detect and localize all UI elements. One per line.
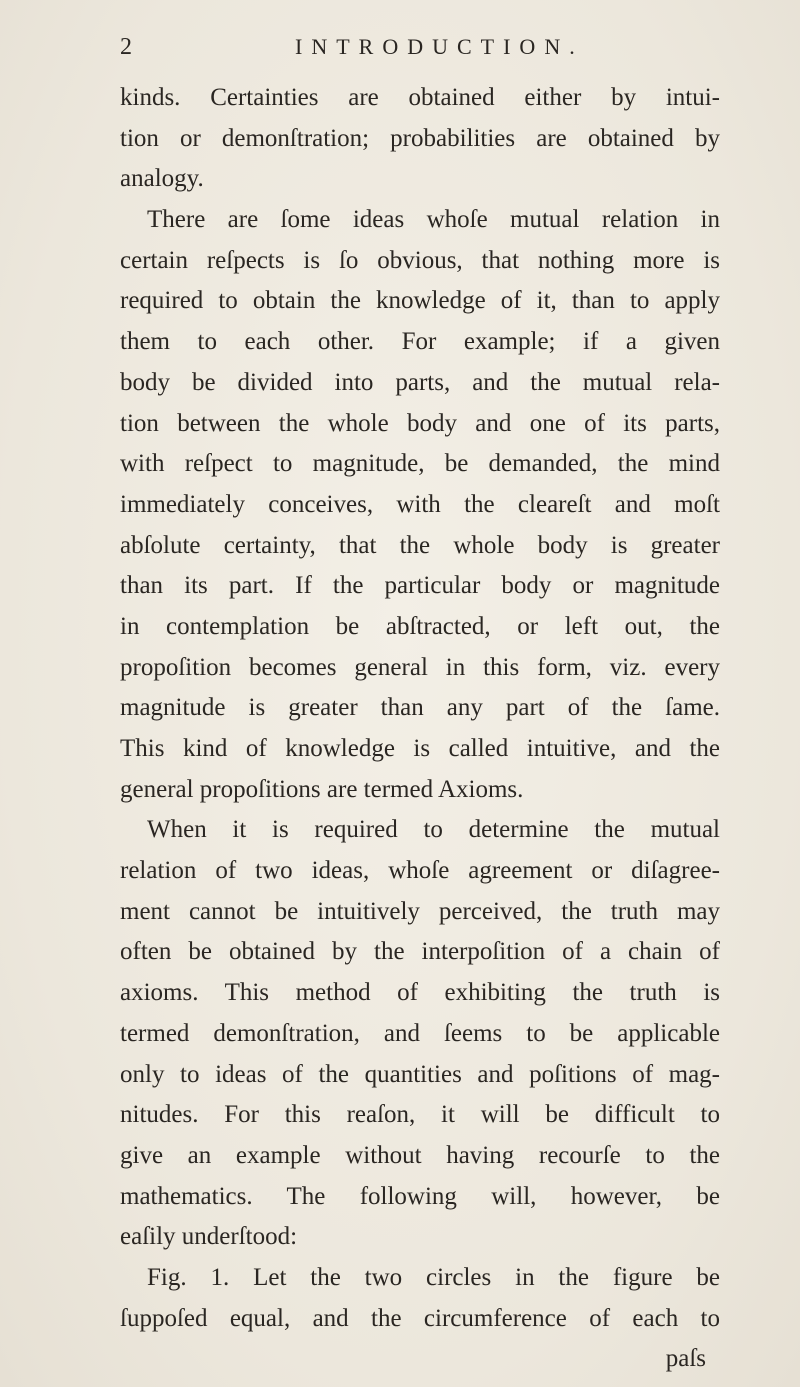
text-line: immediately conceives, with the cleareſt and moſt	[120, 490, 720, 518]
paragraph-first-line: Fig. 1. Let the two circles in the figure be	[147, 1263, 720, 1291]
catchword: paſs	[665, 1345, 706, 1373]
text-line: tion or demonſtration; probabilities are obtained by	[120, 124, 720, 152]
text-line: often be obtained by the interpoſition of a chain of	[120, 938, 720, 966]
text-line: ſuppoſed equal, and the circumference of each to	[120, 1304, 720, 1332]
text-line: body be divided into parts, and the mutual rela-	[120, 368, 720, 396]
text-line: them to each other. For example; if a given	[120, 328, 720, 356]
text-line: ment cannot be intuitively perceived, the truth may	[120, 897, 720, 925]
paragraph-first-line: When it is required to determine the mutual	[147, 816, 720, 844]
text-line: abſolute certainty, that the whole body is greater	[120, 531, 720, 559]
text-line: than its part. If the particular body or magnitude	[120, 572, 720, 600]
running-head	[120, 28, 720, 68]
text-line: analogy.	[120, 165, 204, 193]
text-line: termed demonſtration, and ſeems to be applicable	[120, 1019, 720, 1047]
text-line: give an example without having recourſe to the	[120, 1141, 720, 1169]
body-text	[120, 78, 720, 1380]
text-line: required to obtain the knowledge of it, than to apply	[120, 287, 720, 315]
page-number: 2	[120, 34, 133, 60]
text-line: This kind of knowledge is called intuitive, and the	[120, 735, 720, 762]
text-line: nitudes. For this reaſon, it will be difficult to	[120, 1101, 720, 1129]
text-line: general propoſitions are termed Axioms.	[120, 775, 524, 803]
text-line: axioms. This method of exhibiting the truth is	[120, 979, 720, 1007]
running-head-title: INTRODUCTION.	[295, 34, 584, 59]
text-line: relation of two ideas, whoſe agreement or diſagree-	[120, 857, 720, 885]
text-line: kinds. Certainties are obtained either by intui-	[120, 84, 720, 111]
paragraph-first-line: There are ſome ideas whoſe mutual relation in	[147, 206, 720, 234]
text-line: tion between the whole body and one of its parts,	[120, 409, 720, 437]
text-line: magnitude is greater than any part of the ſame.	[120, 694, 720, 722]
text-line: with reſpect to magnitude, be demanded, the mind	[120, 450, 720, 478]
text-line: propoſition becomes general in this form, viz. every	[120, 653, 720, 681]
text-line: only to ideas of the quantities and poſitions of mag-	[120, 1060, 720, 1088]
text-line: eaſily underſtood:	[120, 1223, 298, 1251]
text-line: in contemplation be abſtracted, or left out, the	[120, 612, 720, 640]
text-line: certain reſpects is ſo obvious, that nothing more is	[120, 246, 720, 274]
text-line: mathematics. The following will, however, be	[120, 1182, 720, 1210]
